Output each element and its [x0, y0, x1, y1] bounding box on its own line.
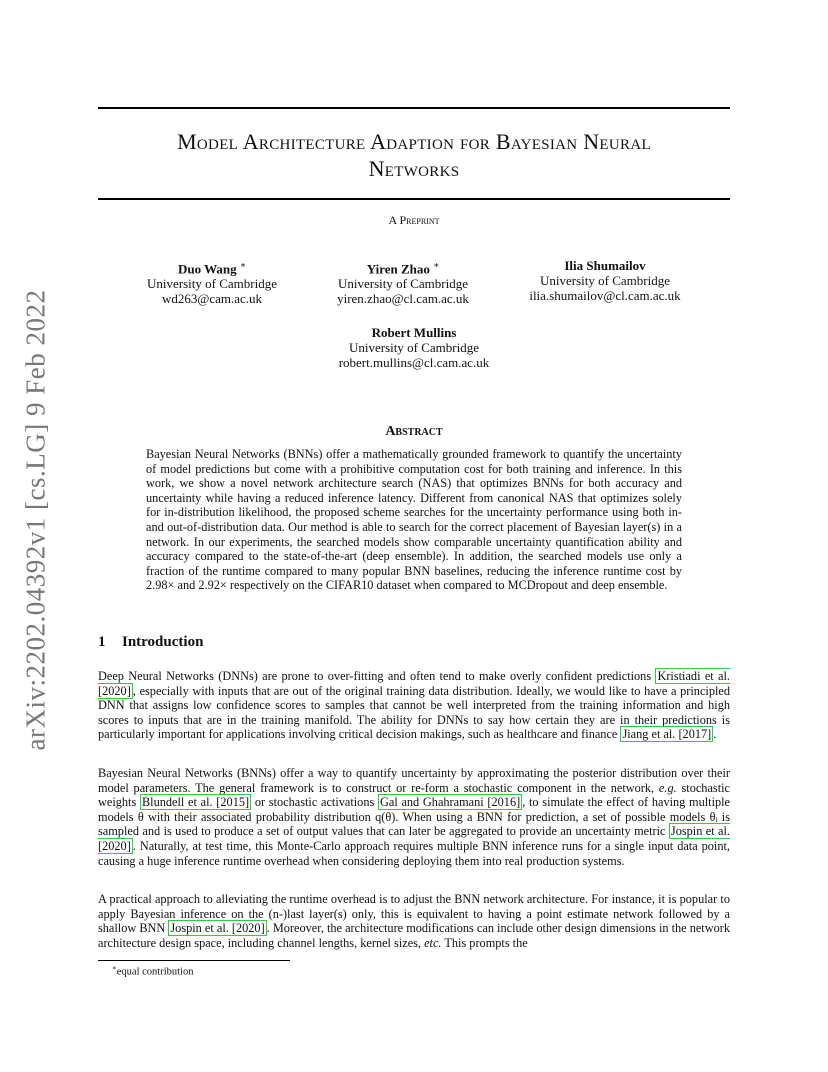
text-run: Deep Neural Networks (DNNs) are prone to over-fitting and often tend to make overly confident predictions [98, 669, 656, 683]
text-run: e.g. [658, 780, 677, 795]
author-email[interactable]: ilia.shumailov@cl.cam.ac.uk [529, 288, 681, 303]
author-email[interactable]: wd263@cam.ac.uk [161, 291, 263, 307]
intro-paragraph-2 [98, 766, 730, 868]
abstract-text: Bayesian Neural Networks (BNNs) offer a mathematically grounded framework to quantify the uncertainty of model predictions but come with a prohibitive computation cost for both training and inference. In this work, we show a novel network architecture search (NAS) that optimizes BNNs for both accuracy and uncertainty while having a reduced inference latency. Different from canonical NAS that optimizes solely for in-distribution likelihood, the proposed scheme searches for the uncertainty performance using both in- and out-of-distribution data. Our method is able to search for the correct placement of Bayesian layer(s) in a network. In our experiments, the searched models show comparable uncertainty quantification ability and accuracy compared to the state-of-the-art (deep ensemble). In addition, the searched models use only a fraction of the runtime compared to many popular BNN baselines, reducing the inference runtime cost by 2.98× and 2.92× respectively on the CIFAR10 dataset when compared to MCDropout and deep ensemble. [146, 447, 682, 593]
section-heading [98, 634, 203, 651]
text-run: , especially with inputs that are out of the original training data distribution. Ideally, we would like to have a principled DNN that assigns low confidence scores to samples that cannot be well interpreted from the training information and high scores to inputs that are in the training manifold. The ability for DNNs to say how certain they are in their predictions is particularly important for applications involving critical decision makings, such as healthcare and finance [98, 683, 730, 742]
text-run: . Moreover, the architecture modifications can include other design dimensions in the network architecture design space, including channel lengths, kernel sizes, [98, 921, 730, 950]
footnote-rule [98, 960, 290, 961]
text-run: . [713, 727, 717, 742]
intro-paragraph-1 [98, 669, 730, 742]
preprint-label: A Preprint [388, 213, 440, 227]
author-mark: ∗ [239, 260, 247, 270]
text-run: or stochastic activations [251, 795, 378, 810]
text-run: . Naturally, at test time, this Monte-Carlo approach requires multiple BNN inference runs for a single input data point, causing a huge inference runtime overhead when considering deploying them into real production systems. [98, 838, 730, 868]
citation-link[interactable]: Kristiadi et al. [2020] [98, 669, 730, 698]
footnote-mark: ∗ [112, 964, 117, 972]
text-run: Bayesian Neural Networks (BNNs) offer a way to quantify uncertainty by approximating the posterior distribution over their model parameters. The general framework is to construct or re-form a stochastic component in the network, [98, 766, 730, 795]
author-block [314, 325, 514, 370]
arxiv-identifier-text: arXiv:2202.04392v1 [cs.LG] 9 Feb 2022 [20, 289, 51, 751]
author-name: Yiren Zhao [366, 261, 430, 277]
section-number: 1 [98, 634, 106, 650]
footnote [112, 964, 193, 978]
author-affiliation: University of Cambridge [338, 276, 468, 292]
author-mark: ∗ [433, 260, 440, 270]
author-block [112, 258, 312, 306]
text-run: stochastic weights [98, 780, 730, 810]
author-affiliation: University of Cambridge [147, 276, 277, 292]
citation-link[interactable]: Jiang et al. [2017] [622, 727, 712, 742]
paper-title [98, 128, 730, 182]
author-name: Ilia Shumailov [564, 258, 646, 273]
author-affiliation: University of Cambridge [349, 340, 479, 355]
author-block [505, 258, 705, 303]
text-run: A practical approach to alleviating the runtime overhead is to adjust the BNN network architecture. For instance, it is popular to apply Bayesian inference on the (n-)last layer(s) only, this is equivalent to having a point estimate network followed by a shallow BNN [98, 892, 730, 936]
citation-link[interactable]: Blundell et al. [2015] [141, 795, 250, 810]
citation-link[interactable]: Jospin et al. [2020] [98, 824, 730, 853]
abstract-heading: Abstract [385, 424, 443, 439]
text-run: etc. [424, 935, 442, 950]
author-name: Robert Mullins [371, 325, 457, 340]
text-run: This prompts the [441, 935, 528, 950]
author-email[interactable]: robert.mullins@cl.cam.ac.uk [338, 355, 490, 370]
section-title: Introduction [122, 634, 204, 650]
author-block [303, 258, 503, 306]
title-rule-top [98, 107, 730, 109]
text-run: , to simulate the effect of having multiple models θ with their associated probability distribution q(θ). When using a BNN for prediction, a set of possible models θᵢ is sampled and is used to produce a set of output values that can later be aggregated to provide an uncertainty metric [98, 795, 731, 839]
footnote-text: equal contribution [116, 966, 194, 978]
citation-link[interactable]: Gal and Ghahramani [2016] [379, 795, 521, 810]
title-line-1: Model Architecture Adaption for Bayesian Neural [177, 129, 651, 154]
author-affiliation: University of Cambridge [540, 273, 670, 288]
title-line-2: Networks [368, 156, 460, 181]
citation-link[interactable]: Jospin et al. [2020] [170, 921, 265, 936]
intro-paragraph-3 [98, 892, 730, 950]
author-email[interactable]: yiren.zhao@cl.cam.ac.uk [337, 291, 469, 307]
title-rule-bottom [98, 198, 730, 200]
author-name: Duo Wang [177, 261, 237, 277]
